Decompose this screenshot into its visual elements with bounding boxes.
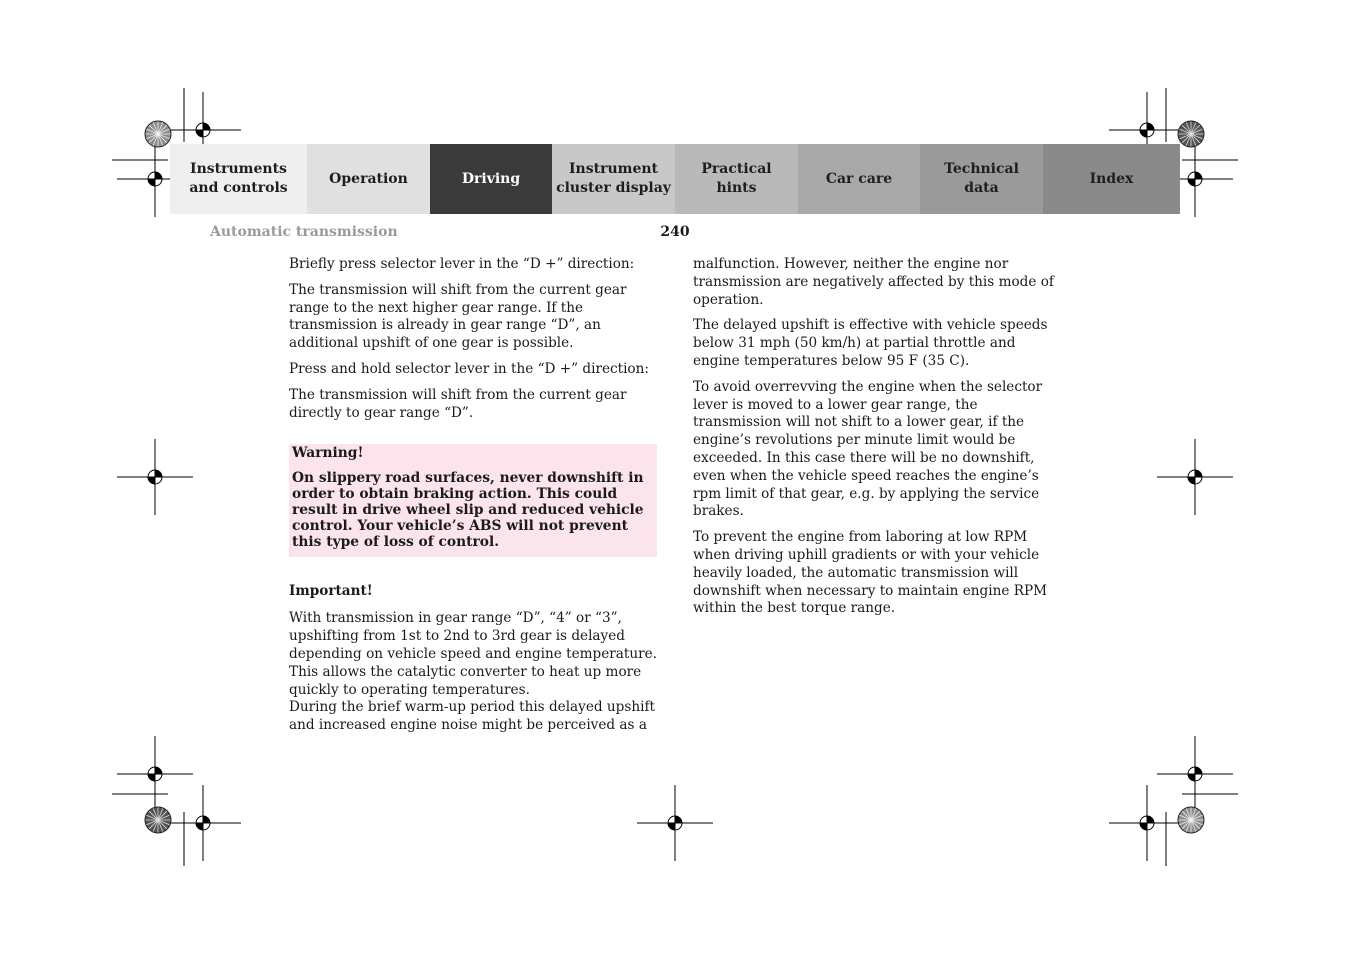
paragraph: The transmission will shift from the current gear range to the next higher gear range. If the transmission is already in gear range “D”, an additional upshift of one gear is possible. — [289, 281, 627, 352]
warning-text: On slippery road surfaces, never downshift in order to obtain braking action. This could result in drive wheel slip and reduced vehicle control. Your vehicle’s ABS will not prevent this type of loss of control. — [292, 469, 644, 551]
section-title: Automatic transmission — [210, 224, 398, 240]
paragraph: malfunction. However, neither the engine nor transmission are negatively affected by this mode of operation. — [693, 256, 1054, 308]
paragraph: During the brief warm-up period this delayed upshift and increased engine noise might be perceived as a — [289, 699, 655, 734]
important-heading: Important! — [289, 582, 373, 599]
paragraph: To prevent the engine from laboring at low RPM when driving uphill gradients or with your vehicle heavily loaded, the automatic transmission will downshift when necessary to maintain engine RPM within the best torque range. — [693, 529, 1048, 617]
paragraph: To avoid overrevving the engine when the selector lever is moved to a lower gear range, the transmission will not shift to a lower gear, if the engine’s revolutions per minute limit would be exceeded. In this case there will be no downshift, even when the vehicle speed reaches the engine’s rpm limit of that gear, e.g. by applying the service brakes. — [693, 378, 1043, 520]
tab-index[interactable]: Index — [1043, 144, 1180, 214]
tab-instruments-and-controls[interactable]: Instruments and controls — [170, 144, 307, 214]
tab-technical-data[interactable]: Technical data — [920, 144, 1043, 214]
warning-box — [289, 444, 657, 556]
tab-instrument-cluster-display[interactable]: Instrument cluster display — [552, 144, 675, 214]
tab-car-care[interactable]: Car care — [798, 144, 920, 214]
left-column — [289, 256, 661, 743]
warning-title: Warning! — [292, 445, 364, 462]
chapter-tab-bar — [170, 144, 1180, 214]
tab-operation[interactable]: Operation — [307, 144, 430, 214]
paragraph: The delayed upshift is effective with vehicle speeds below 31 mph (50 km/h) at partial throttle and engine temperatures below 95 F (35 C). — [693, 317, 1048, 369]
tab-practical-hints[interactable]: Practical hints — [675, 144, 798, 214]
page-number: 240 — [660, 224, 690, 240]
tab-driving[interactable]: Driving — [430, 144, 552, 214]
paragraph: The transmission will shift from the current gear directly to gear range “D”. — [289, 386, 627, 421]
paragraph: With transmission in gear range “D”, “4” or “3”, upshifting from 1st to 2nd to 3rd gear is delayed depending on vehicle speed and engine temperature. This allows the catalytic converter to heat up more quickly to operating temperatures. — [289, 610, 657, 698]
paragraph: Briefly press selector lever in the “D +” direction: — [289, 256, 635, 272]
paragraph: Press and hold selector lever in the “D +” direction: — [289, 360, 649, 377]
right-column — [693, 256, 1065, 626]
